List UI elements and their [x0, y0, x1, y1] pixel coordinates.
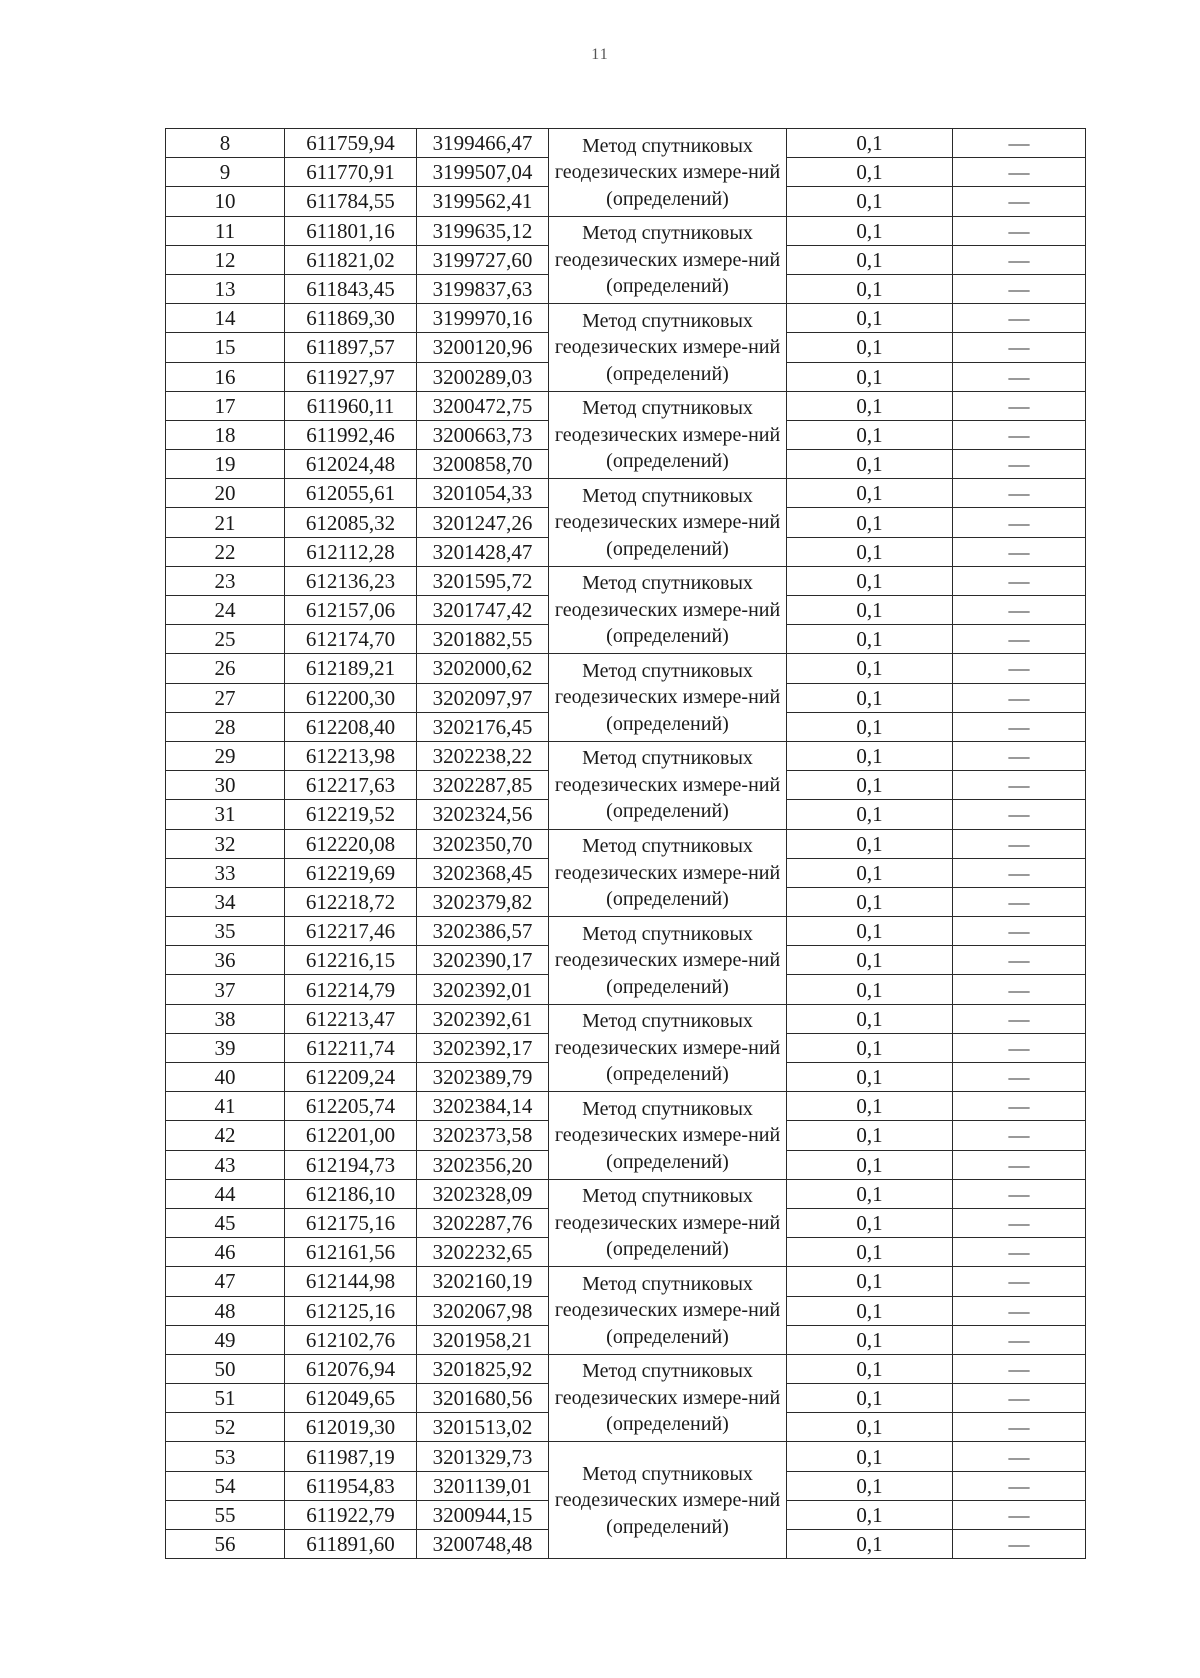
- note-cell: —: [953, 1063, 1086, 1092]
- point-number-cell: 54: [166, 1471, 285, 1500]
- y-coordinate-cell: 3199837,63: [417, 274, 549, 303]
- note-cell: —: [953, 479, 1086, 508]
- y-coordinate-cell: 3201747,42: [417, 596, 549, 625]
- x-coordinate-cell: 611869,30: [285, 304, 417, 333]
- note-cell: —: [953, 1238, 1086, 1267]
- point-number-cell: 23: [166, 566, 285, 595]
- y-coordinate-cell: 3200858,70: [417, 450, 549, 479]
- note-cell: —: [953, 1354, 1086, 1383]
- note-cell: —: [953, 975, 1086, 1004]
- accuracy-cell: 0,1: [787, 420, 953, 449]
- accuracy-cell: 0,1: [787, 829, 953, 858]
- y-coordinate-cell: 3202356,20: [417, 1150, 549, 1179]
- point-number-cell: 37: [166, 975, 285, 1004]
- accuracy-cell: 0,1: [787, 508, 953, 537]
- accuracy-cell: 0,1: [787, 479, 953, 508]
- method-cell: Метод спутниковых геодезических измере-ний (определений): [549, 1354, 787, 1442]
- x-coordinate-cell: 612055,61: [285, 479, 417, 508]
- method-cell: Метод спутниковых геодезических измере-ний (определений): [549, 1179, 787, 1267]
- x-coordinate-cell: 612220,08: [285, 829, 417, 858]
- accuracy-cell: 0,1: [787, 245, 953, 274]
- note-cell: —: [953, 1033, 1086, 1062]
- note-cell: —: [953, 304, 1086, 333]
- accuracy-cell: 0,1: [787, 712, 953, 741]
- y-coordinate-cell: 3202287,76: [417, 1208, 549, 1237]
- x-coordinate-cell: 612208,40: [285, 712, 417, 741]
- y-coordinate-cell: 3199466,47: [417, 129, 549, 158]
- accuracy-cell: 0,1: [787, 625, 953, 654]
- x-coordinate-cell: 612085,32: [285, 508, 417, 537]
- method-cell: Метод спутниковых геодезических измере-ний (определений): [549, 1004, 787, 1092]
- accuracy-cell: 0,1: [787, 1092, 953, 1121]
- y-coordinate-cell: 3199727,60: [417, 245, 549, 274]
- x-coordinate-cell: 612205,74: [285, 1092, 417, 1121]
- y-coordinate-cell: 3201054,33: [417, 479, 549, 508]
- x-coordinate-cell: 611987,19: [285, 1442, 417, 1471]
- point-number-cell: 55: [166, 1500, 285, 1529]
- accuracy-cell: 0,1: [787, 1121, 953, 1150]
- x-coordinate-cell: 612219,69: [285, 858, 417, 887]
- note-cell: —: [953, 1384, 1086, 1413]
- y-coordinate-cell: 3202390,17: [417, 946, 549, 975]
- x-coordinate-cell: 612219,52: [285, 800, 417, 829]
- note-cell: —: [953, 391, 1086, 420]
- point-number-cell: 35: [166, 917, 285, 946]
- accuracy-cell: 0,1: [787, 1150, 953, 1179]
- point-number-cell: 44: [166, 1179, 285, 1208]
- accuracy-cell: 0,1: [787, 1179, 953, 1208]
- accuracy-cell: 0,1: [787, 1471, 953, 1500]
- method-cell: Метод спутниковых геодезических измере-ний (определений): [549, 917, 787, 1005]
- point-number-cell: 34: [166, 887, 285, 916]
- y-coordinate-cell: 3202176,45: [417, 712, 549, 741]
- point-number-cell: 43: [166, 1150, 285, 1179]
- point-number-cell: 24: [166, 596, 285, 625]
- note-cell: —: [953, 654, 1086, 683]
- point-number-cell: 50: [166, 1354, 285, 1383]
- point-number-cell: 28: [166, 712, 285, 741]
- point-number-cell: 33: [166, 858, 285, 887]
- note-cell: —: [953, 712, 1086, 741]
- note-cell: —: [953, 683, 1086, 712]
- x-coordinate-cell: 612112,28: [285, 537, 417, 566]
- method-cell: Метод спутниковых геодезических измере-ний (определений): [549, 479, 787, 567]
- point-number-cell: 42: [166, 1121, 285, 1150]
- note-cell: —: [953, 1530, 1086, 1559]
- note-cell: —: [953, 917, 1086, 946]
- y-coordinate-cell: 3202097,97: [417, 683, 549, 712]
- x-coordinate-cell: 611801,16: [285, 216, 417, 245]
- point-number-cell: 15: [166, 333, 285, 362]
- accuracy-cell: 0,1: [787, 1238, 953, 1267]
- y-coordinate-cell: 3201428,47: [417, 537, 549, 566]
- y-coordinate-cell: 3201825,92: [417, 1354, 549, 1383]
- accuracy-cell: 0,1: [787, 1384, 953, 1413]
- point-number-cell: 46: [166, 1238, 285, 1267]
- y-coordinate-cell: 3202384,14: [417, 1092, 549, 1121]
- note-cell: —: [953, 800, 1086, 829]
- accuracy-cell: 0,1: [787, 683, 953, 712]
- accuracy-cell: 0,1: [787, 887, 953, 916]
- method-cell: Метод спутниковых геодезических измере-ний (определений): [549, 216, 787, 304]
- table-row: [166, 566, 1086, 595]
- x-coordinate-cell: 611922,79: [285, 1500, 417, 1529]
- accuracy-cell: 0,1: [787, 158, 953, 187]
- point-number-cell: 21: [166, 508, 285, 537]
- accuracy-cell: 0,1: [787, 771, 953, 800]
- x-coordinate-cell: 612125,16: [285, 1296, 417, 1325]
- x-coordinate-cell: 611821,02: [285, 245, 417, 274]
- coordinates-table-body: [166, 129, 1086, 1559]
- y-coordinate-cell: 3202368,45: [417, 858, 549, 887]
- note-cell: —: [953, 1092, 1086, 1121]
- y-coordinate-cell: 3202392,17: [417, 1033, 549, 1062]
- note-cell: —: [953, 829, 1086, 858]
- point-number-cell: 10: [166, 187, 285, 216]
- point-number-cell: 56: [166, 1530, 285, 1559]
- point-number-cell: 20: [166, 479, 285, 508]
- method-cell: Метод спутниковых геодезических измере-ний (определений): [549, 1267, 787, 1355]
- x-coordinate-cell: 612019,30: [285, 1413, 417, 1442]
- y-coordinate-cell: 3202160,19: [417, 1267, 549, 1296]
- accuracy-cell: 0,1: [787, 1530, 953, 1559]
- x-coordinate-cell: 611843,45: [285, 274, 417, 303]
- y-coordinate-cell: 3202392,61: [417, 1004, 549, 1033]
- note-cell: —: [953, 1150, 1086, 1179]
- table-row: [166, 1267, 1086, 1296]
- table-row: [166, 829, 1086, 858]
- x-coordinate-cell: 612102,76: [285, 1325, 417, 1354]
- accuracy-cell: 0,1: [787, 450, 953, 479]
- y-coordinate-cell: 3200120,96: [417, 333, 549, 362]
- y-coordinate-cell: 3199507,04: [417, 158, 549, 187]
- accuracy-cell: 0,1: [787, 333, 953, 362]
- accuracy-cell: 0,1: [787, 566, 953, 595]
- table-row: [166, 1004, 1086, 1033]
- note-cell: —: [953, 129, 1086, 158]
- accuracy-cell: 0,1: [787, 1033, 953, 1062]
- x-coordinate-cell: 612175,16: [285, 1208, 417, 1237]
- table-row: [166, 1092, 1086, 1121]
- note-cell: —: [953, 771, 1086, 800]
- note-cell: —: [953, 420, 1086, 449]
- y-coordinate-cell: 3200748,48: [417, 1530, 549, 1559]
- y-coordinate-cell: 3201958,21: [417, 1325, 549, 1354]
- point-number-cell: 32: [166, 829, 285, 858]
- y-coordinate-cell: 3200289,03: [417, 362, 549, 391]
- y-coordinate-cell: 3202324,56: [417, 800, 549, 829]
- point-number-cell: 52: [166, 1413, 285, 1442]
- note-cell: —: [953, 1121, 1086, 1150]
- point-number-cell: 27: [166, 683, 285, 712]
- x-coordinate-cell: 611759,94: [285, 129, 417, 158]
- point-number-cell: 14: [166, 304, 285, 333]
- y-coordinate-cell: 3202350,70: [417, 829, 549, 858]
- note-cell: —: [953, 333, 1086, 362]
- accuracy-cell: 0,1: [787, 1296, 953, 1325]
- point-number-cell: 17: [166, 391, 285, 420]
- accuracy-cell: 0,1: [787, 537, 953, 566]
- y-coordinate-cell: 3200472,75: [417, 391, 549, 420]
- note-cell: —: [953, 216, 1086, 245]
- note-cell: —: [953, 1471, 1086, 1500]
- x-coordinate-cell: 612217,63: [285, 771, 417, 800]
- x-coordinate-cell: 612161,56: [285, 1238, 417, 1267]
- point-number-cell: 47: [166, 1267, 285, 1296]
- note-cell: —: [953, 1179, 1086, 1208]
- x-coordinate-cell: 612209,24: [285, 1063, 417, 1092]
- x-coordinate-cell: 611960,11: [285, 391, 417, 420]
- accuracy-cell: 0,1: [787, 1004, 953, 1033]
- x-coordinate-cell: 612189,21: [285, 654, 417, 683]
- note-cell: —: [953, 596, 1086, 625]
- y-coordinate-cell: 3202067,98: [417, 1296, 549, 1325]
- x-coordinate-cell: 612211,74: [285, 1033, 417, 1062]
- point-number-cell: 51: [166, 1384, 285, 1413]
- accuracy-cell: 0,1: [787, 1208, 953, 1237]
- point-number-cell: 13: [166, 274, 285, 303]
- note-cell: —: [953, 1004, 1086, 1033]
- y-coordinate-cell: 3202287,85: [417, 771, 549, 800]
- point-number-cell: 39: [166, 1033, 285, 1062]
- accuracy-cell: 0,1: [787, 216, 953, 245]
- accuracy-cell: 0,1: [787, 1267, 953, 1296]
- x-coordinate-cell: 612136,23: [285, 566, 417, 595]
- point-number-cell: 53: [166, 1442, 285, 1471]
- y-coordinate-cell: 3201247,26: [417, 508, 549, 537]
- point-number-cell: 49: [166, 1325, 285, 1354]
- method-cell: Метод спутниковых геодезических измере-ний (определений): [549, 654, 787, 742]
- x-coordinate-cell: 612216,15: [285, 946, 417, 975]
- note-cell: —: [953, 245, 1086, 274]
- x-coordinate-cell: 612186,10: [285, 1179, 417, 1208]
- accuracy-cell: 0,1: [787, 946, 953, 975]
- y-coordinate-cell: 3199635,12: [417, 216, 549, 245]
- accuracy-cell: 0,1: [787, 858, 953, 887]
- accuracy-cell: 0,1: [787, 1354, 953, 1383]
- x-coordinate-cell: 611927,97: [285, 362, 417, 391]
- x-coordinate-cell: 612157,06: [285, 596, 417, 625]
- y-coordinate-cell: 3202373,58: [417, 1121, 549, 1150]
- x-coordinate-cell: 611897,57: [285, 333, 417, 362]
- x-coordinate-cell: 612218,72: [285, 887, 417, 916]
- method-cell: Метод спутниковых геодезических измере-ний (определений): [549, 129, 787, 217]
- point-number-cell: 41: [166, 1092, 285, 1121]
- x-coordinate-cell: 612174,70: [285, 625, 417, 654]
- table-row: [166, 304, 1086, 333]
- x-coordinate-cell: 611891,60: [285, 1530, 417, 1559]
- x-coordinate-cell: 611784,55: [285, 187, 417, 216]
- point-number-cell: 8: [166, 129, 285, 158]
- note-cell: —: [953, 741, 1086, 770]
- y-coordinate-cell: 3202379,82: [417, 887, 549, 916]
- table-row: [166, 1442, 1086, 1471]
- table-row: [166, 654, 1086, 683]
- note-cell: —: [953, 450, 1086, 479]
- x-coordinate-cell: 612213,47: [285, 1004, 417, 1033]
- note-cell: —: [953, 274, 1086, 303]
- table-row: [166, 1354, 1086, 1383]
- x-coordinate-cell: 611954,83: [285, 1471, 417, 1500]
- accuracy-cell: 0,1: [787, 975, 953, 1004]
- x-coordinate-cell: 612213,98: [285, 741, 417, 770]
- point-number-cell: 12: [166, 245, 285, 274]
- table-row: [166, 216, 1086, 245]
- point-number-cell: 45: [166, 1208, 285, 1237]
- accuracy-cell: 0,1: [787, 129, 953, 158]
- x-coordinate-cell: 612049,65: [285, 1384, 417, 1413]
- note-cell: —: [953, 858, 1086, 887]
- y-coordinate-cell: 3202232,65: [417, 1238, 549, 1267]
- coordinates-table: [165, 128, 1086, 1559]
- note-cell: —: [953, 625, 1086, 654]
- y-coordinate-cell: 3202386,57: [417, 917, 549, 946]
- note-cell: —: [953, 1500, 1086, 1529]
- method-cell: Метод спутниковых геодезических измере-ний (определений): [549, 741, 787, 829]
- note-cell: —: [953, 1413, 1086, 1442]
- table-row: [166, 741, 1086, 770]
- x-coordinate-cell: 612200,30: [285, 683, 417, 712]
- note-cell: —: [953, 362, 1086, 391]
- accuracy-cell: 0,1: [787, 1063, 953, 1092]
- x-coordinate-cell: 612194,73: [285, 1150, 417, 1179]
- y-coordinate-cell: 3202238,22: [417, 741, 549, 770]
- accuracy-cell: 0,1: [787, 1325, 953, 1354]
- accuracy-cell: 0,1: [787, 362, 953, 391]
- accuracy-cell: 0,1: [787, 274, 953, 303]
- accuracy-cell: 0,1: [787, 800, 953, 829]
- note-cell: —: [953, 537, 1086, 566]
- accuracy-cell: 0,1: [787, 1413, 953, 1442]
- y-coordinate-cell: 3201329,73: [417, 1442, 549, 1471]
- point-number-cell: 19: [166, 450, 285, 479]
- x-coordinate-cell: 611992,46: [285, 420, 417, 449]
- y-coordinate-cell: 3202328,09: [417, 1179, 549, 1208]
- y-coordinate-cell: 3202389,79: [417, 1063, 549, 1092]
- y-coordinate-cell: 3201513,02: [417, 1413, 549, 1442]
- table-row: [166, 1179, 1086, 1208]
- point-number-cell: 31: [166, 800, 285, 829]
- note-cell: —: [953, 1267, 1086, 1296]
- point-number-cell: 40: [166, 1063, 285, 1092]
- point-number-cell: 16: [166, 362, 285, 391]
- point-number-cell: 30: [166, 771, 285, 800]
- note-cell: —: [953, 508, 1086, 537]
- accuracy-cell: 0,1: [787, 741, 953, 770]
- x-coordinate-cell: 612214,79: [285, 975, 417, 1004]
- y-coordinate-cell: 3199562,41: [417, 187, 549, 216]
- note-cell: —: [953, 1325, 1086, 1354]
- point-number-cell: 26: [166, 654, 285, 683]
- x-coordinate-cell: 611770,91: [285, 158, 417, 187]
- method-cell: Метод спутниковых геодезических измере-ний (определений): [549, 304, 787, 392]
- table-row: [166, 479, 1086, 508]
- point-number-cell: 11: [166, 216, 285, 245]
- note-cell: —: [953, 566, 1086, 595]
- y-coordinate-cell: 3202392,01: [417, 975, 549, 1004]
- method-cell: Метод спутниковых геодезических измере-ний (определений): [549, 566, 787, 654]
- method-cell: Метод спутниковых геодезических измере-ний (определений): [549, 391, 787, 479]
- x-coordinate-cell: 612217,46: [285, 917, 417, 946]
- point-number-cell: 29: [166, 741, 285, 770]
- accuracy-cell: 0,1: [787, 1500, 953, 1529]
- x-coordinate-cell: 612076,94: [285, 1354, 417, 1383]
- x-coordinate-cell: 612201,00: [285, 1121, 417, 1150]
- table-row: [166, 917, 1086, 946]
- y-coordinate-cell: 3202000,62: [417, 654, 549, 683]
- table-row: [166, 129, 1086, 158]
- note-cell: —: [953, 1296, 1086, 1325]
- accuracy-cell: 0,1: [787, 596, 953, 625]
- method-cell: Метод спутниковых геодезических измере-ний (определений): [549, 1092, 787, 1180]
- note-cell: —: [953, 187, 1086, 216]
- method-cell: Метод спутниковых геодезических измере-ний (определений): [549, 1442, 787, 1559]
- accuracy-cell: 0,1: [787, 304, 953, 333]
- note-cell: —: [953, 946, 1086, 975]
- y-coordinate-cell: 3201139,01: [417, 1471, 549, 1500]
- x-coordinate-cell: 612144,98: [285, 1267, 417, 1296]
- accuracy-cell: 0,1: [787, 1442, 953, 1471]
- point-number-cell: 48: [166, 1296, 285, 1325]
- point-number-cell: 25: [166, 625, 285, 654]
- y-coordinate-cell: 3199970,16: [417, 304, 549, 333]
- page-number: 11: [591, 46, 609, 63]
- note-cell: —: [953, 1208, 1086, 1237]
- point-number-cell: 36: [166, 946, 285, 975]
- table-row: [166, 391, 1086, 420]
- note-cell: —: [953, 887, 1086, 916]
- x-coordinate-cell: 612024,48: [285, 450, 417, 479]
- point-number-cell: 9: [166, 158, 285, 187]
- note-cell: —: [953, 1442, 1086, 1471]
- method-cell: Метод спутниковых геодезических измере-ний (определений): [549, 829, 787, 917]
- y-coordinate-cell: 3201680,56: [417, 1384, 549, 1413]
- accuracy-cell: 0,1: [787, 654, 953, 683]
- accuracy-cell: 0,1: [787, 187, 953, 216]
- point-number-cell: 38: [166, 1004, 285, 1033]
- y-coordinate-cell: 3201882,55: [417, 625, 549, 654]
- note-cell: —: [953, 158, 1086, 187]
- y-coordinate-cell: 3201595,72: [417, 566, 549, 595]
- accuracy-cell: 0,1: [787, 391, 953, 420]
- accuracy-cell: 0,1: [787, 917, 953, 946]
- y-coordinate-cell: 3200944,15: [417, 1500, 549, 1529]
- y-coordinate-cell: 3200663,73: [417, 420, 549, 449]
- point-number-cell: 22: [166, 537, 285, 566]
- point-number-cell: 18: [166, 420, 285, 449]
